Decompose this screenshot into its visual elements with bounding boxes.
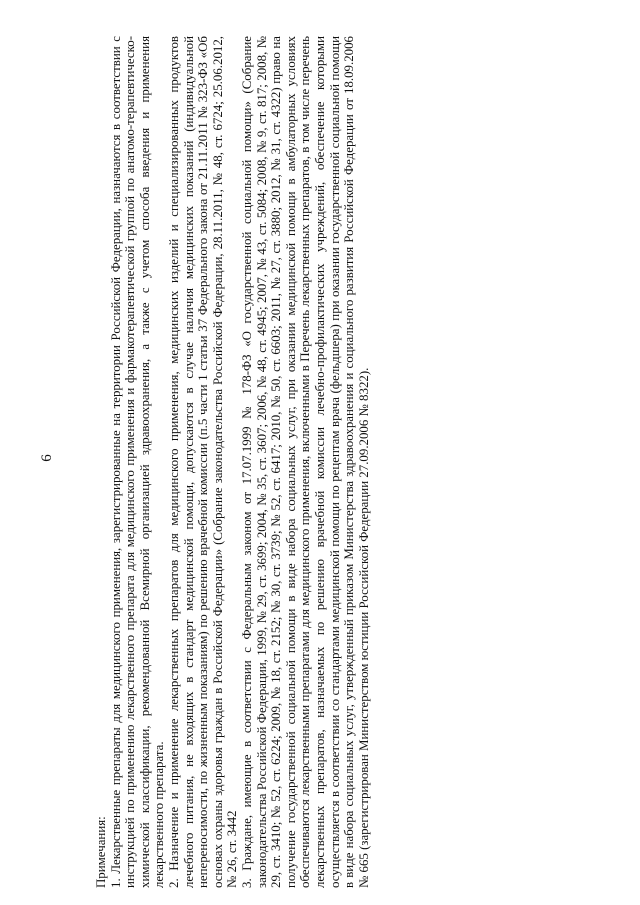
note-item-3: 3. Граждане, имеющие в соответствии с Федеральным законом от 17.07.1999 № 178-ФЗ «О государственной социальной помощи» (Собрание законодательства Российской Федерации, 1999, № 29, ст. 3699; 2004, № 35, ст. 3607; 2006, № 48, ст. 4945; 2007, № 43, ст. 5084; 2008, № 9, ст. 817; 2008, № 29, ст. 3410; № 52, ст. 6224; 2009, № 18, ст. 2152; № 30, ст. 3739; № 52, ст. 6417; 2010, № 50, ст. 6603; 2011, № 27, ст. 3880; 2012, № 31, ст. 4322) право на получение государственной социальной помощи в виде набора социальных услуг, при оказании медицинской помощи в амбулаторных условиях обеспечиваются лекарственными препаратами для медицинского применения, включенными в Перечень лекарственных препаратов, в том числе перечень лекарственных препаратов, назначаемых по решению врачебной комиссии лечебно-профилактических учреждений, обеспечение которыми осуществляется в соответствии со стандартами медицинской помощи по рецептам врача (фельдшера) при оказании государственной социальной помощи в виде набора социальных услуг, утвержденный приказом Министерства здравоохранения и социального развития Российской Федерации от 18.09.2006 № 665 (зарегистрирован Министерством юстиции Российской Федерации 27.09.2006 № 8322). — [239, 36, 371, 888]
notes-section — [94, 36, 371, 888]
page-number: 6 — [39, 454, 55, 462]
note-item-2: 2. Назначение и применение лекарственных препаратов для медицинского применения, медицинских изделий и специализированных продуктов лечебного питания, не входящих в стандарт медицинской помощи, допускаются в случае наличия медицинских показаний (индивидуальной непереносимости, по жизненным показаниям) по решению врачебной комиссии (п.5 части 1 статьи 37 Федерального закона от 21.11.2011 № 323-ФЗ «Об основах охраны здоровья граждан в Российской Федерации» (Собрание законодательства Российской Федерации, 28.11.2011, № 48, ст. 6724; 25.06.2012, № 26, ст. 3442 — [166, 36, 240, 888]
rotated-document-page — [38, 28, 628, 888]
notes-title: Примечания: — [94, 816, 108, 888]
note-item-1: 1. Лекарственные препараты для медицинского применения, зарегистрированные на территории Российской Федерации, назначаются в соответствии с инструкцией по применению лекарственного препарата для медицинского применения и фармакотерапевтической группой по анатомо-терапевтическо-химической классификации, рекомендованной Всемирной организацией здравоохранения, а также с учетом способа введения и применения лекарственного препарата. — [108, 36, 167, 888]
